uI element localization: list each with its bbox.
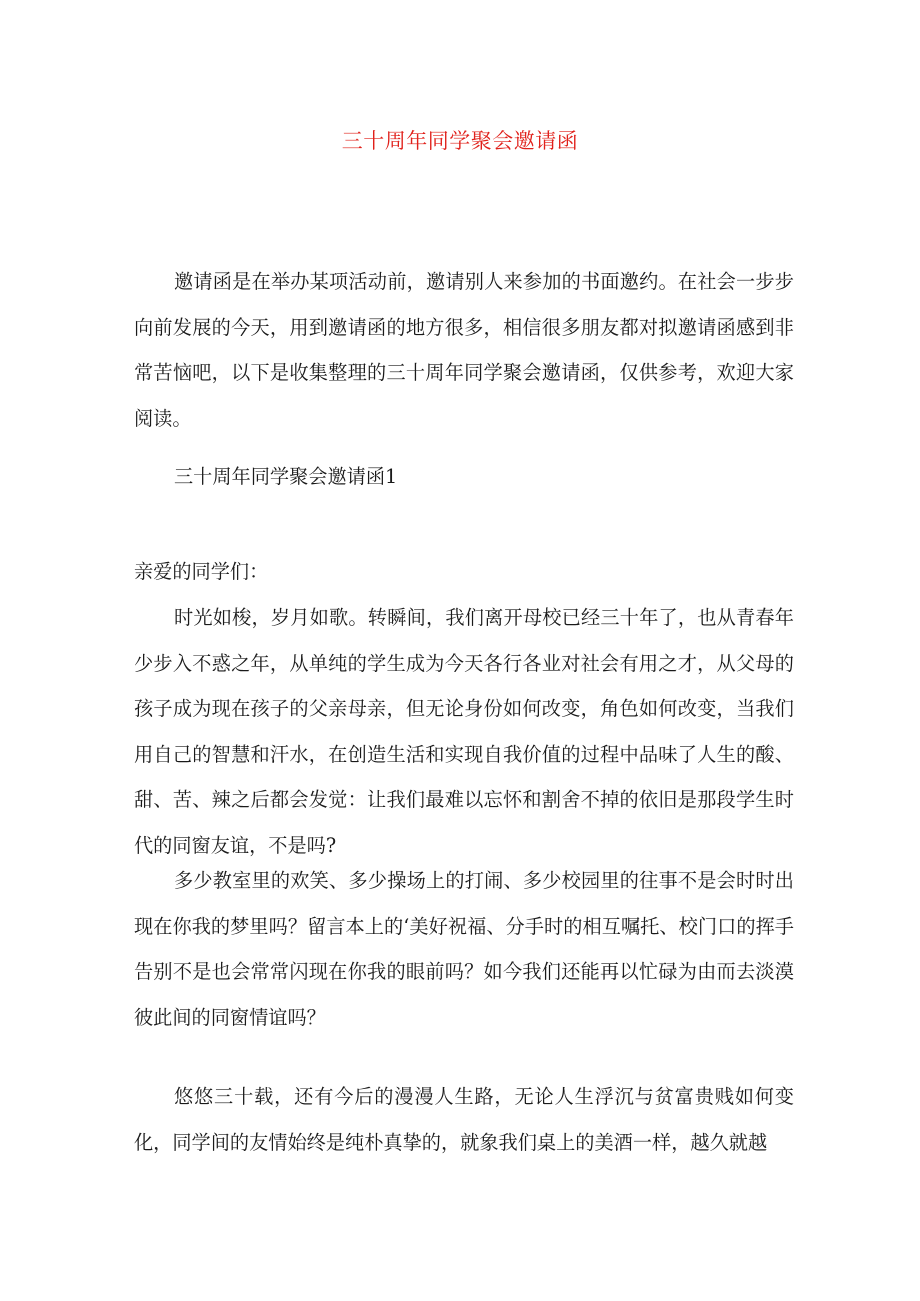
document-title: 三十周年同学聚会邀请函	[341, 129, 579, 153]
intro-paragraph: 邀请函是在举办某项活动前，邀请别人来参加的书面邀约。在社会一步步向前发展的今天，用到邀请函的地方很多，相信很多朋友都对拟邀请函感到非常苦恼吧，以下是收集整理的三十周年同学聚会邀请函，仅供参考，欢迎大家阅读。	[134, 270, 794, 430]
body-paragraph: 多少教室里的欢笑、多少操场上的打闹、多少校园里的往事不是会时时出现在你我的梦里吗？留言本上的‘美好祝福、分手时的相互嘱托、校门口的挥手告别不是也会常常闪现在你我的眼前吗？如今我们还能再以忙碌为由而去淡漠彼此间的同窗情谊吗？	[134, 869, 794, 1029]
greeting-line: 亲爱的同学们：	[134, 560, 269, 583]
section-heading: 三十周年同学聚会邀请函1	[174, 465, 398, 488]
body-paragraph: 时光如梭，岁月如歌。转瞬间，我们离开母校已经三十年了，也从青春年少步入不惑之年，从单纯的学生成为今天各行各业对社会有用之才，从父母的孩子成为现在孩子的父亲母亲，但无论身份如何改变，角色如何改变，当我们用自己的智慧和汗水，在创造生活和实现自我价值的过程中品味了人生的酸、甜、苦、辣之后都会发觉：让我们最难以忘怀和割舍不掉的依旧是那段学生时代的同窗友谊，不是吗?	[134, 606, 794, 857]
body-paragraph: 悠悠三十载，还有今后的漫漫人生路，无论人生浮沉与贫富贵贱如何变化，同学间的友情始终是纯朴真挚的，就象我们桌上的美酒一样，越久就越	[134, 1085, 794, 1154]
